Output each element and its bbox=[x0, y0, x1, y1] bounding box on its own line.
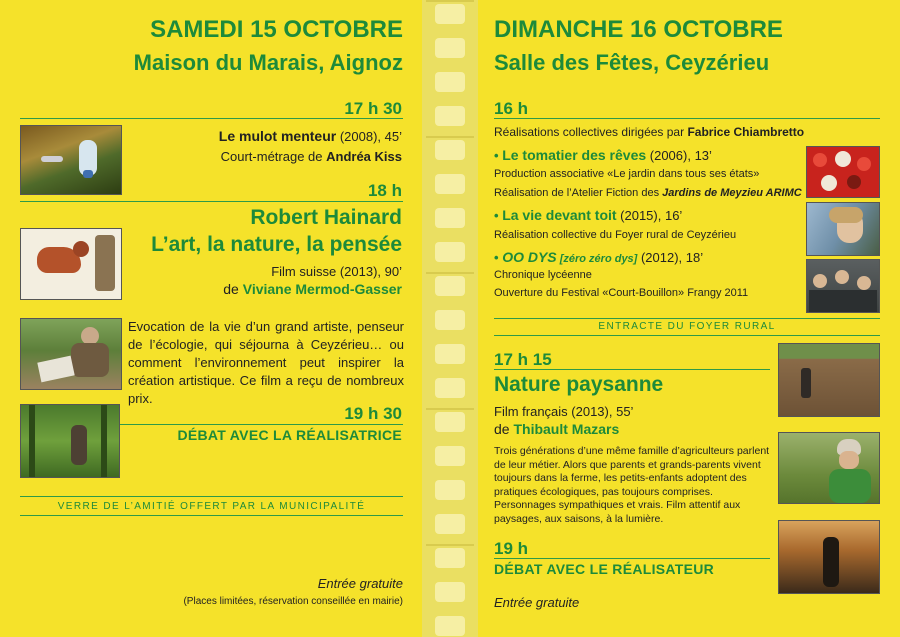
film-sprocket-hole bbox=[435, 582, 465, 602]
film-sprocket-hole bbox=[435, 344, 465, 364]
right-f3-line2: Ouverture du Festival «Court-Bouillon» Frangy 2011 bbox=[494, 287, 749, 299]
film-sprocket-hole bbox=[435, 548, 465, 568]
band-bottom-rule bbox=[494, 335, 880, 336]
left-venue: Maison du Marais, Aignoz bbox=[133, 50, 403, 75]
right-entry: Entrée gratuite bbox=[494, 595, 580, 610]
film-frame-line bbox=[426, 544, 474, 546]
film-frame-line bbox=[426, 408, 474, 410]
credit-prefix: Réalisation de l’Atelier Fiction des bbox=[494, 187, 663, 199]
credit-prefix: de bbox=[223, 281, 243, 297]
right-day-title: DIMANCHE 16 OCTOBRE bbox=[494, 16, 783, 43]
left-ev1-time: 17 h 30 bbox=[344, 99, 402, 118]
film-title: Le tomatier des rêves bbox=[502, 147, 647, 163]
film-still-fox-drawing bbox=[20, 228, 122, 300]
left-ev2-title1: Robert Hainard bbox=[250, 206, 402, 229]
film-sprocket-hole bbox=[435, 276, 465, 296]
divider bbox=[494, 369, 770, 370]
left-ev2-credit bbox=[223, 281, 402, 297]
divider bbox=[494, 558, 770, 559]
left-ev1-title-line bbox=[219, 128, 402, 144]
left-ev3-title: DÉBAT AVEC LA RÉALISATRICE bbox=[177, 427, 402, 443]
film-still-forest bbox=[20, 404, 120, 478]
film-sprocket-hole bbox=[435, 480, 465, 500]
right-ev1-time: 16 h bbox=[494, 99, 529, 118]
credit-prefix: de bbox=[494, 421, 514, 437]
right-f2-line1: Réalisation collective du Foyer rural de Ceyzérieu bbox=[494, 229, 737, 241]
film-sprocket-hole bbox=[435, 378, 465, 398]
film-sprocket-hole bbox=[435, 174, 465, 194]
film-title: Le mulot menteur bbox=[218, 128, 337, 144]
film-sprocket-hole bbox=[435, 412, 465, 432]
left-ev3-time: 19 h 30 bbox=[344, 404, 402, 423]
film-meta: (2012), 18’ bbox=[637, 250, 704, 265]
film-title: OO DYS bbox=[502, 249, 557, 265]
band-bottom-rule bbox=[20, 515, 403, 516]
divider bbox=[20, 118, 403, 119]
film-sprocket-hole bbox=[435, 140, 465, 160]
director-name: Andréa Kiss bbox=[326, 149, 402, 164]
right-f1-title-line bbox=[494, 147, 712, 163]
film-still-artist-drawing bbox=[20, 318, 122, 390]
right-f3-title-line bbox=[494, 249, 703, 265]
film-still-mulot bbox=[20, 125, 122, 195]
film-subtitle: [zéro zéro dys] bbox=[556, 253, 638, 265]
film-still-field bbox=[778, 343, 880, 417]
film-still-farmer bbox=[778, 432, 880, 504]
right-ev3-time: 19 h bbox=[494, 539, 529, 558]
director-name: Fabrice Chiambretto bbox=[687, 125, 805, 139]
right-ev2-description: Trois générations d’une même famille d’agriculteurs parlent de leur métier. Alors que parents et grands-parents vivent toujours dans la ferme, les petits-enfants adoptent des pratiques écologiques, pas toujours comprises. Personnages sympathiques et vrais. Film attentif aux paysages, aux saisons, à la lumière. bbox=[494, 445, 770, 525]
right-ev1-intro bbox=[494, 125, 804, 139]
film-still-sunset-photographer bbox=[778, 520, 880, 594]
film-sprocket-hole bbox=[435, 4, 465, 24]
right-f1-line2 bbox=[494, 187, 802, 199]
film-frame-line bbox=[426, 272, 474, 274]
left-ev1-credit bbox=[221, 149, 402, 164]
divider bbox=[20, 201, 403, 202]
right-ev3-title: DÉBAT AVEC LE RÉALISATEUR bbox=[494, 561, 715, 577]
film-sprocket-hole bbox=[435, 38, 465, 58]
left-ev2-description: Evocation de la vie d’un grand artiste, penseur de l’écologie, qui séjourna à Ceyzérieu… ou comment l’environnement peut inspirer la création artistique. Ce film a reçu de nombreux prix. bbox=[128, 319, 404, 406]
right-ev2-credit bbox=[494, 421, 619, 437]
left-ev2-time: 18 h bbox=[367, 181, 402, 200]
band-top-rule bbox=[20, 496, 403, 497]
bullet: • bbox=[494, 208, 499, 223]
director-name: Thibault Mazars bbox=[513, 421, 620, 437]
film-sprocket-hole bbox=[435, 616, 465, 636]
film-frame-line bbox=[426, 136, 474, 138]
right-f3-line1: Chronique lycéenne bbox=[494, 269, 592, 281]
left-entry: Entrée gratuite bbox=[317, 576, 403, 591]
divider bbox=[494, 118, 880, 119]
right-venue: Salle des Fêtes, Ceyzérieu bbox=[494, 50, 770, 75]
film-still-students bbox=[806, 259, 880, 313]
left-ev2-meta: Film suisse (2013), 90’ bbox=[271, 264, 402, 279]
director-name: Viviane Mermod-Gasser bbox=[242, 281, 402, 297]
film-sprocket-hole bbox=[435, 514, 465, 534]
intro-prefix: Réalisations collectives dirigées par bbox=[494, 125, 688, 139]
right-f1-line1: Production associative «Le jardin dans tous ses états» bbox=[494, 168, 760, 180]
left-ev2-title2: L’art, la nature, la pensée bbox=[151, 233, 402, 256]
film-title: La vie devant toit bbox=[502, 207, 617, 223]
film-sprocket-hole bbox=[435, 208, 465, 228]
credit-name: Jardins de Meyzieu ARIMC bbox=[662, 187, 802, 199]
right-ev2-meta: Film français (2013), 55’ bbox=[494, 404, 634, 419]
left-band-text: VERRE DE L’AMITIÉ OFFERT PAR LA MUNICIPALITÉ bbox=[57, 501, 366, 512]
film-sprocket-hole bbox=[435, 446, 465, 466]
film-still-girl-portrait bbox=[806, 202, 880, 256]
right-band-text: ENTRACTE DU FOYER RURAL bbox=[598, 321, 776, 332]
band-top-rule bbox=[494, 318, 880, 319]
film-sprocket-hole bbox=[435, 310, 465, 330]
film-frame-line bbox=[426, 0, 474, 2]
bullet: • bbox=[494, 250, 499, 265]
film-meta: (2015), 16’ bbox=[616, 208, 683, 223]
left-day-title: SAMEDI 15 OCTOBRE bbox=[150, 16, 403, 43]
bullet: • bbox=[494, 148, 499, 163]
right-ev2-time: 17 h 15 bbox=[494, 350, 552, 369]
film-meta: (2008), 45’ bbox=[336, 129, 402, 144]
right-f2-title-line bbox=[494, 207, 682, 223]
film-sprocket-hole bbox=[435, 72, 465, 92]
credit-prefix: Court-métrage de bbox=[220, 149, 327, 164]
film-meta: (2006), 13’ bbox=[646, 148, 712, 163]
left-note: (Places limitées, réservation conseillée en mairie) bbox=[183, 596, 403, 607]
right-ev2-title: Nature paysanne bbox=[494, 373, 664, 396]
film-sprocket-hole bbox=[435, 242, 465, 262]
film-still-tomatoes bbox=[806, 146, 880, 198]
film-sprocket-hole bbox=[435, 106, 465, 126]
